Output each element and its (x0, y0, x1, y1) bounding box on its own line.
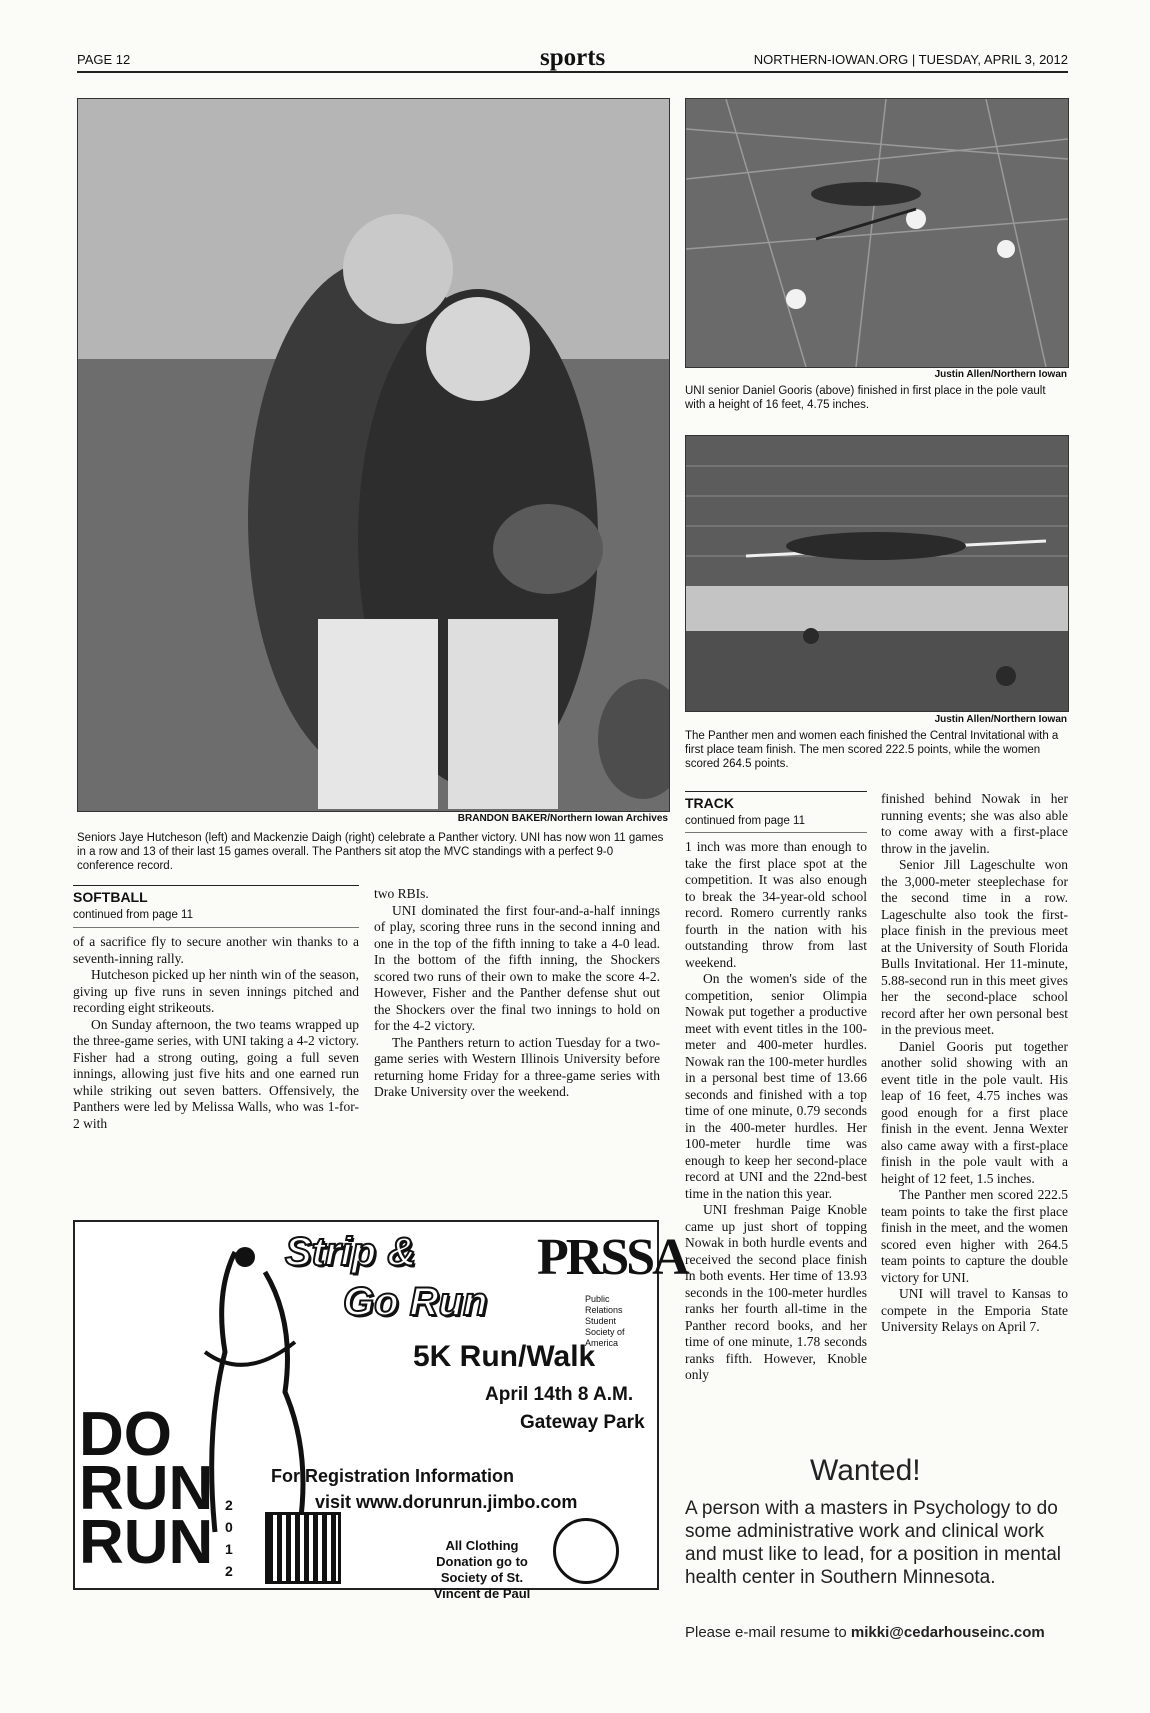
softball-rule-2 (73, 927, 359, 928)
ad-donation: All Clothing Donation go to Society of St. Vincent de Paul (433, 1538, 531, 1601)
wanted-email-link[interactable]: mikki@cedarhouseinc.com (850, 1624, 1045, 1641)
ad-date: April 14th 8 A.M. (485, 1384, 634, 1405)
track-rule-2 (685, 832, 867, 833)
do-run-run-logo (79, 1400, 214, 1577)
paragraph: of a sacrifice fly to secure another win thanks to a seventh-inning rally. (73, 934, 359, 966)
softball-rule (73, 885, 359, 886)
track-kicker: TRACK (685, 795, 734, 811)
track-column-1 (685, 839, 867, 1384)
high-jump-credit: Justin Allen/Northern Iowan (934, 714, 1067, 725)
main-photo-caption: Seniors Jaye Hutcheson (left) and Mackenzie Daigh (right) celebrate a Panther victory. UNI has now won 11 games in a row and 13 of their last 15 games overall. The Panthers sit atop the MVC standings with a perfect 9-0 conference record. (77, 832, 664, 872)
paragraph: On the women's side of the competition, senior Olimpia Nowak put together a productive meet with event titles in the 100-meter and 400-meter hurdles. Nowak ran the 100-meter hurdles in a personal best time of 13.66 seconds and finished with a top time of one minute, 0.79 seconds in the 400-meter hurdles. Her 100-meter hurdle time was enough to keep her second-place record at UNI and the 22nd-best time in the nation this year. (685, 971, 867, 1201)
paragraph: The Panthers return to action Tuesday for a two-game series with Western Illinois University before returning home Friday for a three-game series with Drake University over the weekend. (374, 1034, 660, 1099)
ad-event: 5K Run/Walk (413, 1340, 596, 1373)
ad-title-2: Go Run (343, 1280, 488, 1324)
ad-title-1: Strip & (285, 1230, 417, 1274)
paragraph: two RBIs. (374, 886, 429, 901)
wanted-title: Wanted! (810, 1454, 921, 1487)
run-ad (73, 1220, 687, 1601)
wanted-body: A person with a masters in Psychology to do some administrative work and clinical work and must like to lead, for a position in mental health center in Southern Minnesota. (685, 1498, 1061, 1588)
high-jump-photo (685, 435, 1069, 712)
ad-place: Gateway Park (520, 1412, 645, 1433)
paragraph: Daniel Gooris put together another solid showing with an event title in the pole vault. His leap of 16 feet, 4.75 inches was good enough for a first place finish in the event. Jenna Wexter also came away with a first-place finish in the pole vault with a height of 12 feet, 1.5 inches. (881, 1038, 1068, 1186)
pole-vault-photo (685, 98, 1069, 368)
site-date: NORTHERN-IOWAN.ORG | TUESDAY, APRIL 3, 2012 (753, 52, 1068, 67)
ad-registration-label: For Registration Information (271, 1466, 514, 1486)
track-continued: continued from page 11 (685, 815, 805, 827)
softball-continued: continued from page 11 (73, 909, 193, 921)
track-column-2 (881, 791, 1068, 1336)
ad-year: 2012 (225, 1497, 233, 1579)
section-title: sports (540, 44, 606, 71)
paragraph: UNI freshman Paige Knoble came up just short of topping Nowak in both hurdle events and received the second place finish in both events. Her time of 13.93 seconds in the 100-meter hurdles ranks her fourth all-time in the Panther record books, and her time of one minute, 1.78 seconds ranks fifth. However, Knoble only (685, 1202, 867, 1382)
prssa-logo: PRSSA (537, 1229, 687, 1286)
qr-code-icon (265, 1512, 341, 1584)
header-rule (77, 71, 1068, 73)
softball-photo (77, 98, 670, 812)
paragraph: On Sunday afternoon, the two teams wrapped up the three-game series, with UNI taking a 4-2 victory. Fisher had a strong outing, going a full seven innings, allowing just five hits and one earned run while striking out seven batters. Offensively, the Panthers were led by Melissa Walls, who was 1-for-2 with (73, 1016, 359, 1131)
wanted-contact (685, 1624, 1045, 1641)
paragraph: UNI dominated the first four-and-a-half innings of play, scoring three runs in the second inning and one in the top of the fifth inning to take a 4-0 lead. In the bottom of the fifth inning, the Shockers scored two runs of their own to make the score 4-2. However, Fisher and the Panther defense shut out the Shockers over the final two innings to hold on for the 4-2 victory. (374, 902, 660, 1033)
prssa-subtitle: Public Relations Student Society of America (585, 1294, 625, 1348)
ad-registration-url: visit www.dorunrun.jimbo.com (315, 1492, 578, 1512)
softball-column-2 (374, 886, 660, 1101)
pole-vault-credit: Justin Allen/Northern Iowan (934, 369, 1067, 380)
paragraph: Hutcheson picked up her ninth win of the season, giving up five runs in seven innings pitched and recording eight strikeouts. (73, 967, 359, 1015)
main-photo-credit: BRANDON BAKER/Northern Iowan Archives (457, 813, 668, 824)
softball-kicker: SOFTBALL (73, 889, 148, 905)
paragraph: Senior Jill Lageschulte won the 3,000-meter steeplechase for the second time in a row. Lageschulte also took the first-place finish in the previous meet at the University of South Florida Bulls Invitational. Her 11-minute, 5.88-second run in this meet gives her the second-place school record after her own personal best in the previous meet. (881, 857, 1068, 1037)
softball-column-1 (73, 934, 359, 1132)
page-number: PAGE 12 (77, 52, 131, 67)
paragraph: 1 inch was more than enough to take the first place spot at the competition. It was also enough to break the 34-year-old school record. Romero currently ranks fourth in the nation with his outstanding throw from last weekend. (685, 839, 867, 970)
high-jump-caption: The Panther men and women each finished the Central Invitational with a first place team finish. The men scored 222.5 points, while the women scored 264.5 points. (685, 730, 1059, 770)
paragraph: UNI will travel to Kansas to compete in the Emporia State University Relays on April 7. (881, 1286, 1068, 1334)
paragraph: The Panther men scored 222.5 team points to take the first place finish in the meet, and the women scored even higher with 264.5 team points to capture the double victory for UNI. (881, 1187, 1068, 1285)
svdp-logo-icon (553, 1518, 619, 1584)
logo-run: RUN (79, 1508, 214, 1577)
paragraph: finished behind Nowak in her running events; she was also able to come away with a first-place throw in the javelin. (881, 791, 1068, 856)
wanted-contact-prefix: Please e-mail resume to (685, 1624, 851, 1641)
pole-vault-caption: UNI senior Daniel Gooris (above) finished in first place in the pole vault with a height of 16 feet, 4.75 inches. (685, 385, 1046, 411)
logo-do: DO (79, 1400, 172, 1469)
logo-run: RUN (79, 1454, 214, 1523)
track-rule (685, 791, 867, 792)
